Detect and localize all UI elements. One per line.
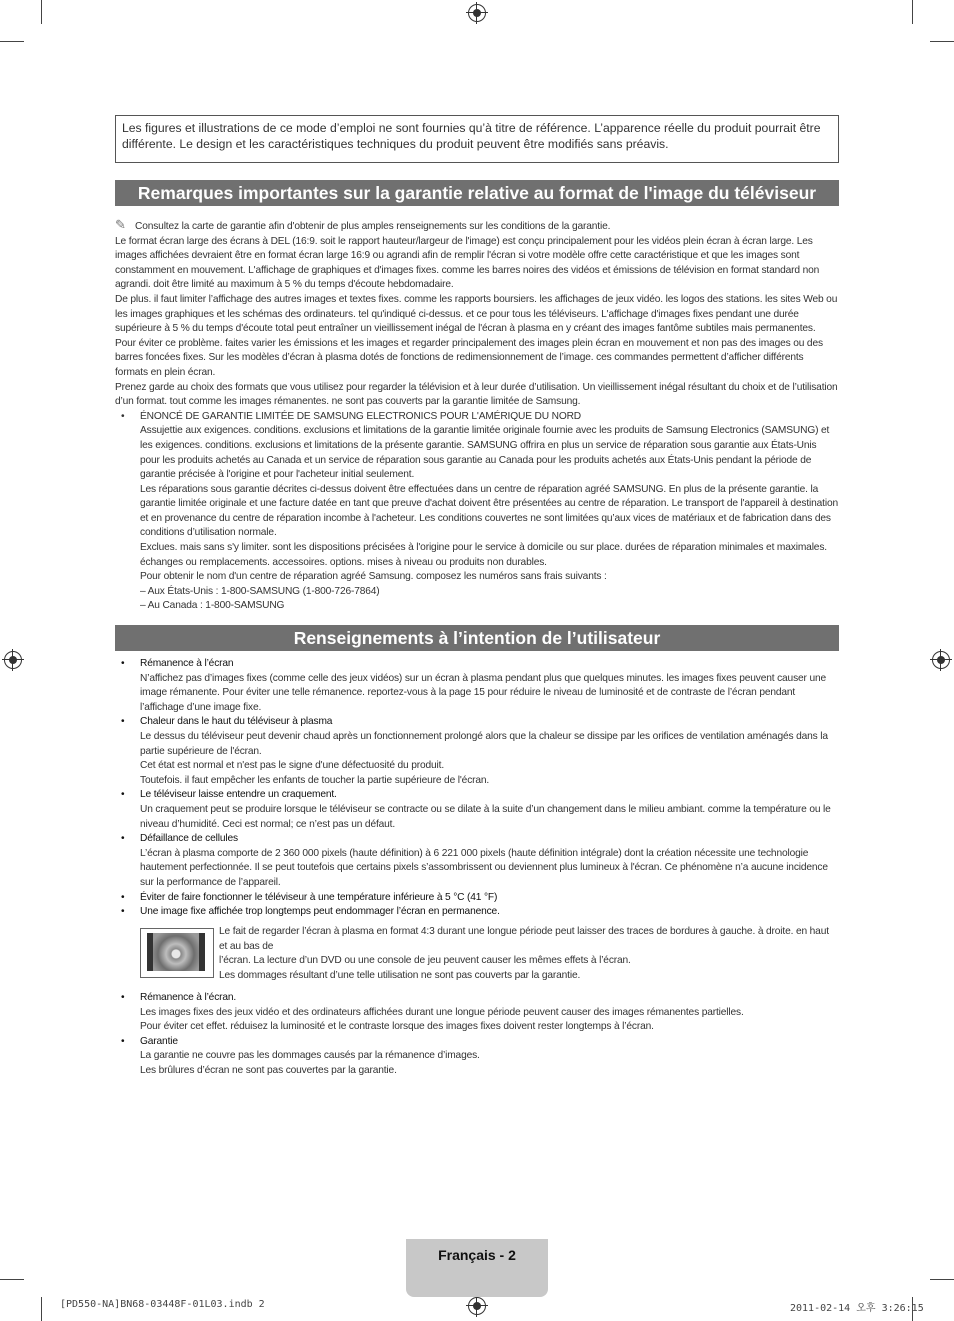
section-title-user-info: Renseignements à l’intention de l’utilisateur <box>115 625 839 651</box>
paragraph: La garantie ne couvre pas les dommages causés par la rémanence d’images. <box>140 1050 480 1062</box>
right-border-bar <box>199 933 205 971</box>
paragraph: Le format écran large des écrans à DEL (16:9. soit le rapport hauteur/largeur de l'image) est conçu principalement pour les vidéos plein écran à écran large. Les images affichées devraient être en format écran large 16:9 ou agrandi afin de remplir l'écran si votre modèle offre cette caractéristique et que les images sont constamment en mouvement. L'affichage de graphiques et d'images fixes. comme les barres noires des vidéos et émissions de télévision en format standard non agrandi. doit être limité au maximum à 5 % du temps d'écoute hebdomadaire. <box>115 235 820 291</box>
registration-mark-icon <box>468 1297 486 1315</box>
paragraph: Prenez garde au choix des formats que vous utilisez pour regarder la télévision et à leur durée d’utilisation. Un vieillissement inégal résultant du choix et de l’utilisation d’un format. tout comme les images rémanentes. ne sont pas couverts par la garantie limitée de Samsung. <box>115 381 838 408</box>
bullet-icon: • <box>121 410 125 422</box>
footer-timestamp: 2011-02-14 오후 3:26:15 <box>790 1303 924 1314</box>
caption-line: Le fait de regarder l’écran à plasma en format 4:3 durant une longue période peut laisser des traces de bordures à gauche. à droite. en haut et au bas de <box>219 926 829 952</box>
registration-mark-icon <box>4 651 22 669</box>
bullet-icon: • <box>121 833 125 845</box>
bullet-icon: • <box>121 789 125 801</box>
list-item: • Défaillance de cellules <box>115 832 838 847</box>
list-item: • Éviter de faire fonctionner le téléviseur à une température inférieure à 5 °C (41 °F) <box>115 891 838 906</box>
page-number-tab <box>406 1239 548 1297</box>
crop-mark <box>41 1297 42 1321</box>
paragraph: Les images fixes des jeux vidéo et des ordinateurs affichées durant une longue période peuvent causer des images rémanentes partielles. <box>140 1006 744 1018</box>
registration-mark-icon <box>932 651 950 669</box>
crop-mark <box>930 1279 954 1280</box>
list-item: • Rémanence à l’écran. <box>115 991 838 1006</box>
section-title-warranty: Remarques importantes sur la garantie relative au format de l'image du téléviseur <box>115 180 839 206</box>
caption-line: l’écran. La lecture d’un DVD ou une console de jeu peuvent causer les mêmes effets à l’écran. <box>219 955 631 967</box>
paragraph: Les réparations sous garantie décrites ci-dessus doivent être effectuées dans un centre de réparation agréé SAMSUNG. En plus de la présente garantie. la garantie limitée originale et une facture datée en tant que preuve d'achat doivent être présentées au centre de réparation. Le transport de l'appareil à destination et en provenance du centre de réparation incombe à l'acheteur. Les conditions couvertes ne sont limitées qu’aux vices de matériaux et de fabrication dans des conditions d’utilisation normale. <box>140 483 838 539</box>
bullet-icon: • <box>121 1035 125 1047</box>
paragraph: Toutefois. il faut empêcher les enfants de toucher la partie supérieure de l'écran. <box>140 774 490 786</box>
crop-mark <box>0 41 24 42</box>
reference-notice: Les figures et illustrations de ce mode d’emploi ne sont fournies qu’à titre de référence. L’apparence réelle du produit pourrait être différente. Le design et les caractéristiques techniques du produit peuvent être modifiés sans préavis. <box>115 115 839 163</box>
warranty-section-body <box>115 218 838 614</box>
list-item: • Rémanence à l’écran <box>115 657 838 672</box>
list-item: • Une image fixe affichée trop longtemps peut endommager l’écran en permanence. <box>115 905 838 920</box>
note-pencil-icon: ✎ <box>115 217 126 232</box>
paragraph: Pour obtenir le nom d'un centre de réparation agréé Samsung. composez les numéros sans frais suivants : <box>140 571 607 583</box>
paragraph: Exclues. mais sans s'y limiter. sont les dispositions précisées à l'origine pour le service à domicile ou sur place. durées de réparation minimales et maximales. échanges ou remplacements. accessoires. options. mises à niveau ou produits non durables. <box>140 542 827 568</box>
bullet-icon: • <box>121 891 125 903</box>
paragraph: De plus. il faut limiter l’affichage des autres images et textes fixes. comme les rapports boursiers. les affichages de jeux vidéo. les logos des stations. les sites Web ou les images graphiques et les schémas des ordinateurs. tel qu'indiqué ci-dessus. et ce pour tous les téléviseurs. L'affichage d'images fixes pendant une durée supérieure à 5 % du temps d'écoute total peut entraîner un vieillissement inégal de l'écran à plasma en y créant des images fantôme subtiles mais permanentes. Pour éviter ce problème. faites varier les émissions et les images et regarder principalement des images plein écran en mouvement et non pas des images ou des barres foncées fixes. Sur les modèles d’écran à plasma dotés de fonctions de redimensionnement de l’image. ces commandes permettent d’afficher différents formats en plein écran. <box>115 293 838 378</box>
paragraph: Un craquement peut se produire lorsque le téléviseur se contracte ou se dilate à la suite d’un changement dans le milieu ambiant. comme la température ou le niveau d’humidité. Ceci est normal; ce n’est pas un défaut. <box>140 803 831 830</box>
phone-line: – Au Canada : 1-800-SAMSUNG <box>140 600 285 612</box>
crop-mark <box>41 0 42 24</box>
paragraph: Les brûlures d’écran ne sont pas couvertes par la garantie. <box>140 1064 397 1076</box>
screen-burn-illustration <box>140 928 214 978</box>
crop-mark <box>0 1279 24 1280</box>
crop-mark <box>930 41 954 42</box>
paragraph: L’écran à plasma comporte de 2 360 000 pixels (haute définition) à 6 221 000 pixels (haute définition intégrale) dont la création nécessite une technologie hautement perfectionnée. Il se peut toutefois que certains pixels s’assombrissent ou deviennent plus lumineux à l'écran. Ce phénomène n’a aucune incidence sur la performance de l’appareil. <box>140 847 828 888</box>
paragraph: N’affichez pas d’images fixes (comme celle des jeux vidéos) sur un écran à plasma pendant plus que quelques minutes. les images fixes peuvent causer une image rémanente. Pour éviter une telle rémanence. reportez-vous à la page 15 pour réduire le niveau de luminosité et de contraste de l’écran pendant l’affichage d’une image fixe. <box>140 672 826 713</box>
crop-mark <box>912 0 913 24</box>
user-info-section-body-continued <box>115 991 838 1079</box>
flower-image-icon <box>147 933 205 971</box>
list-item: • ÉNONCÉ DE GARANTIE LIMITÉE DE SAMSUNG ELECTRONICS POUR L'AMÉRIQUE DU NORD <box>115 410 838 425</box>
footer-file-name: [PD550-NA]BN68-03448F-01L03.indb 2 <box>60 1299 265 1310</box>
paragraph: Pour éviter cet effet. réduisez la luminosité et le contraste lorsque des images fixes doivent rester longtemps à l’écran. <box>140 1021 654 1033</box>
paragraph: Le dessus du téléviseur peut devenir chaud après un fonctionnement prolongé alors que la chaleur se dissipe par les orifices de ventilation aménagés dans la partie supérieure de l'écran. <box>140 730 828 757</box>
bullet-icon: • <box>121 992 125 1003</box>
list-item: • Le téléviseur laisse entendre un craquement. <box>115 788 838 803</box>
list-item: • Garantie <box>115 1035 838 1050</box>
paragraph: Assujettie aux exigences. conditions. exclusions et limitations de la garantie limitée originale fournie avec les produits de Samsung Electronics (SAMSUNG) et les exigences. conditions. exclusions et limitations de la présente garantie. SAMSUNG offrira en plus un service de réparation sous garantie aux États-Unis pour les produits achetés au Canada et un service de réparation sous garantie au Canada pour les produits achetés aux États-Unis pendant la période de garantie précisée à l'origine et pour l'acheteur initial seulement. <box>140 425 830 481</box>
illustration-caption <box>219 925 839 983</box>
left-border-bar <box>147 933 153 971</box>
paragraph: Cet état est normal et n'est pas le signe d'une défectuosité du produit. <box>140 760 445 772</box>
bullet-icon: • <box>121 906 125 918</box>
phone-line: – Aux États-Unis : 1-800-SAMSUNG (1-800-726-7864) <box>140 585 380 597</box>
bullet-icon: • <box>121 716 125 728</box>
registration-mark-icon <box>468 4 486 22</box>
note-line: ✎ Consultez la carte de garantie afin d'obtenir de plus amples renseignements sur les conditions de la garantie. <box>115 217 611 232</box>
caption-line: Les dommages résultant d’une telle utilisation ne sont pas couverts par la garantie. <box>219 969 581 981</box>
user-info-section-body <box>115 657 838 920</box>
list-item: • Chaleur dans le haut du téléviseur à plasma <box>115 715 838 730</box>
page-number: Français - 2 <box>438 1247 516 1263</box>
bullet-icon: • <box>121 658 125 669</box>
